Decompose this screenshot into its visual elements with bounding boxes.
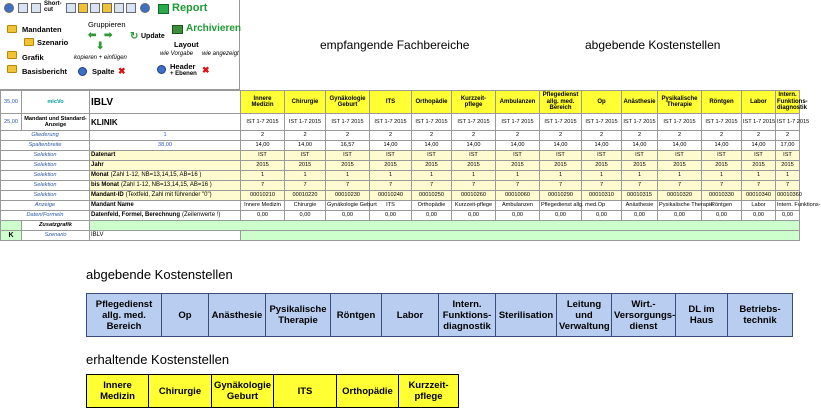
spaltenbreite-caption: Spaltenbreite xyxy=(1,141,90,151)
mname-cell[interactable]: Gynäkologie Geburt xyxy=(326,201,370,211)
szenario-folder-icon xyxy=(24,38,34,46)
gliederung-cell[interactable]: 2 xyxy=(496,131,540,141)
val-cell[interactable]: 0,00 xyxy=(326,211,370,221)
gliederung-cell[interactable]: 2 xyxy=(776,131,800,141)
grafik-folder-icon xyxy=(7,51,17,59)
arrow-left-icon[interactable]: ⬅ xyxy=(88,30,97,41)
gliederung-cell[interactable]: 2 xyxy=(658,131,702,141)
daten-hint: (Zeilenwerte !) xyxy=(182,212,221,218)
column-header[interactable]: Innere Medizin xyxy=(241,91,285,114)
mid-cell[interactable]: 00010230 xyxy=(326,191,370,201)
szenario-value: IBLV xyxy=(90,231,241,241)
row2-num: 25,00 xyxy=(1,114,22,131)
breite-cell[interactable]: 14,00 xyxy=(742,141,776,151)
anzeige-caption: Anzeige xyxy=(1,201,90,211)
grid-row-selektion_datenart xyxy=(1,151,800,161)
datenart-cell[interactable]: IST xyxy=(582,151,622,161)
spalte-delete-icon[interactable]: ✖ xyxy=(118,66,126,76)
mid-cell[interactable]: 00010290 xyxy=(540,191,582,201)
datenart-cell[interactable]: IST xyxy=(622,151,658,161)
jahr-cell[interactable]: 2015 xyxy=(776,161,800,171)
period-cell: IST 1-7 2015 xyxy=(582,114,622,131)
bis-cell[interactable]: 7 xyxy=(326,181,370,191)
mid-cell[interactable]: 00010360 xyxy=(776,191,800,201)
abgebende-item: Pflegedienst allg. med. Bereich xyxy=(87,294,162,337)
grid-row-selektion_jahr xyxy=(1,161,800,171)
report-grid xyxy=(0,90,821,241)
grid-row-spaltenbreite xyxy=(1,141,800,151)
period-cell: IST 1-7 2015 xyxy=(776,114,800,131)
layout-angezeigt-option[interactable]: wie angezeigt xyxy=(202,51,239,57)
control-panel xyxy=(0,0,240,90)
shortcut-icon[interactable] xyxy=(31,3,41,13)
selektion_bis-label xyxy=(90,181,241,191)
mname-cell[interactable]: Intern. Funktions- xyxy=(776,201,800,211)
column-header[interactable]: Ambulanzen xyxy=(496,91,540,114)
bis-cell[interactable]: 7 xyxy=(702,181,742,191)
report-button[interactable]: Report xyxy=(172,2,208,14)
column-header[interactable]: Intern. Funktions-diagnostik xyxy=(776,91,800,114)
szenario-button[interactable]: Szenario xyxy=(37,38,69,47)
grid-row-zusatzgrafik xyxy=(1,221,800,231)
datenart-cell[interactable]: IST xyxy=(742,151,776,161)
mname-cell[interactable]: Labor xyxy=(742,201,776,211)
grid-row-anzeige xyxy=(1,201,800,211)
datenart-cell[interactable]: IST xyxy=(540,151,582,161)
datenart-cell[interactable]: IST xyxy=(496,151,540,161)
bis-cell[interactable]: 7 xyxy=(285,181,326,191)
val-cell[interactable]: 0,00 xyxy=(658,211,702,221)
datenart-cell[interactable]: IST xyxy=(241,151,285,161)
mid-cell[interactable]: 00010340 xyxy=(742,191,776,201)
period-cell: IST 1-7 2015 xyxy=(540,114,582,131)
bis-cell[interactable]: 7 xyxy=(540,181,582,191)
mname-cell[interactable]: Anästhesie xyxy=(622,201,658,211)
gliederung-cell[interactable]: 2 xyxy=(412,131,452,141)
bis-cell[interactable]: 7 xyxy=(412,181,452,191)
mid-cell[interactable]: 00010315 xyxy=(622,191,658,201)
monat-cell[interactable]: 1 xyxy=(326,171,370,181)
selektion_monat-label xyxy=(90,171,241,181)
gliederung-cell[interactable]: 2 xyxy=(742,131,776,141)
layout-vorgabe-option[interactable]: wie Vorgabe xyxy=(160,51,194,57)
row1-name: IBLV xyxy=(90,91,241,114)
gliederung-cell[interactable]: 2 xyxy=(622,131,658,141)
daten-caption: Daten/Formeln xyxy=(1,211,90,221)
monat-cell[interactable]: 1 xyxy=(540,171,582,181)
jahr-cell[interactable]: 2015 xyxy=(412,161,452,171)
row1-code: micVo xyxy=(22,91,90,114)
period-cell: IST 1-7 2015 xyxy=(285,114,326,131)
mname-cell[interactable]: Orthopädie xyxy=(412,201,452,211)
selektion_datenart-label xyxy=(90,151,241,161)
monat-cell[interactable]: 1 xyxy=(241,171,285,181)
monat-cell[interactable]: 1 xyxy=(370,171,412,181)
column-header[interactable]: Chirurgie xyxy=(285,91,326,114)
mname-cell[interactable]: ITS xyxy=(370,201,412,211)
breite-cell[interactable]: 14,00 xyxy=(702,141,742,151)
gliederung-cell[interactable]: 2 xyxy=(326,131,370,141)
refresh-icon[interactable] xyxy=(4,3,14,13)
abgebende-item: Wirt.-Versorgungs-dienst xyxy=(612,294,676,337)
toolbar-icon-5[interactable] xyxy=(114,3,124,13)
breite-cell[interactable]: 14,00 xyxy=(540,141,582,151)
header-delete-icon[interactable]: ✖ xyxy=(202,65,210,75)
abgebende-title: abgebende Kostenstellen xyxy=(86,267,233,282)
kopieren-label[interactable]: kopieren + einfügen xyxy=(74,55,127,61)
breite-cell[interactable]: 14,00 xyxy=(370,141,412,151)
selektion_mandant-label-text: Mandant-ID xyxy=(91,192,124,198)
bis-cell[interactable]: 7 xyxy=(452,181,496,191)
jahr-cell[interactable]: 2015 xyxy=(285,161,326,171)
mname-cell[interactable]: Ambulanzen xyxy=(496,201,540,211)
datenart-cell[interactable]: IST xyxy=(658,151,702,161)
abgebende-item: Betriebs-technik xyxy=(728,294,793,337)
row2-label: Mandant und Standard-Anzeige xyxy=(22,114,90,131)
bis-cell[interactable]: 7 xyxy=(742,181,776,191)
toolbar-icon-4[interactable] xyxy=(102,3,112,13)
basisbericht-folder-icon xyxy=(7,65,17,73)
column-header[interactable]: Orthopädie xyxy=(412,91,452,114)
grid-period-row xyxy=(1,114,800,131)
monat-cell[interactable]: 1 xyxy=(658,171,702,181)
column-header[interactable]: Röntgen xyxy=(702,91,742,114)
breite-cell[interactable]: 14,00 xyxy=(412,141,452,151)
mname-cell[interactable]: Op xyxy=(582,201,622,211)
monat-cell[interactable]: 1 xyxy=(776,171,800,181)
period-cell: IST 1-7 2015 xyxy=(326,114,370,131)
selektion_mandant-caption: Selektion xyxy=(1,191,90,201)
breite-cell[interactable]: 14,00 xyxy=(496,141,540,151)
monat-cell[interactable]: 1 xyxy=(622,171,658,181)
period-cell: IST 1-7 2015 xyxy=(412,114,452,131)
erhaltende-title: erhaltende Kostenstellen xyxy=(86,352,230,367)
toolbar-icon-1[interactable] xyxy=(66,3,76,13)
gliederung-cell[interactable]: 2 xyxy=(540,131,582,141)
mid-cell[interactable]: 00010210 xyxy=(241,191,285,201)
layout-label: Layout xyxy=(174,40,199,49)
datenart-cell[interactable]: IST xyxy=(702,151,742,161)
period-cell: IST 1-7 2015 xyxy=(452,114,496,131)
grid-row-gliederung xyxy=(1,131,800,141)
anzeige-label-text: Mandant Name xyxy=(91,202,134,208)
gliederung-cell[interactable]: 2 xyxy=(702,131,742,141)
mandanten-folder-icon xyxy=(7,25,17,33)
spalte-button[interactable]: Spalte xyxy=(92,67,115,76)
arrow-right-icon[interactable]: ➡ xyxy=(104,30,113,41)
szenario-caption: Szenario xyxy=(22,231,90,241)
bis-cell[interactable]: 7 xyxy=(776,181,800,191)
toolbar-icon-2[interactable] xyxy=(78,3,88,13)
abgebende-item: Pysikalische Therapie xyxy=(266,294,331,337)
mname-cell[interactable]: Innere Medizin xyxy=(241,201,285,211)
column-header[interactable]: Kurzzeit-pflege xyxy=(452,91,496,114)
val-cell[interactable]: 0,00 xyxy=(452,211,496,221)
monat-cell[interactable]: 1 xyxy=(702,171,742,181)
settings-icon[interactable] xyxy=(18,3,28,13)
basisbericht-button[interactable]: Basisbericht xyxy=(22,67,68,76)
val-cell[interactable]: 0,00 xyxy=(540,211,582,221)
selektion_datenart-caption: Selektion xyxy=(1,151,90,161)
archive-icon[interactable] xyxy=(172,25,183,34)
abgebende-item: DL im Haus xyxy=(676,294,728,337)
period-cell: IST 1-7 2015 xyxy=(622,114,658,131)
selektion_mandant-label xyxy=(90,191,241,201)
toolbar-icon-7[interactable] xyxy=(140,3,150,13)
shortcut-label[interactable]: Short- cut xyxy=(44,1,62,13)
erhaltende-item: Gynäkologie Geburt xyxy=(212,375,274,408)
mid-cell[interactable]: 00010310 xyxy=(582,191,622,201)
datenart-cell[interactable]: IST xyxy=(776,151,800,161)
bis-cell[interactable]: 7 xyxy=(582,181,622,191)
abgebende-item: Op xyxy=(162,294,209,337)
period-cell: IST 1-7 2015 xyxy=(241,114,285,131)
gliederung-cell[interactable]: 2 xyxy=(241,131,285,141)
bis-cell[interactable]: 7 xyxy=(658,181,702,191)
column-header[interactable]: Pysikalische Therapie xyxy=(658,91,702,114)
grid-row-selektion_mandant xyxy=(1,191,800,201)
selektion_jahr-caption: Selektion xyxy=(1,161,90,171)
grid-header-row xyxy=(1,91,800,114)
gliederung-cell[interactable]: 2 xyxy=(370,131,412,141)
period-cell: IST 1-7 2015 xyxy=(496,114,540,131)
breite-cell[interactable]: 14,00 xyxy=(452,141,496,151)
header-sub-label: + Ebenen xyxy=(170,71,197,77)
period-cell: IST 1-7 2015 xyxy=(370,114,412,131)
datenart-cell[interactable]: IST xyxy=(285,151,326,161)
grid-row-szenario xyxy=(1,231,800,241)
header-icon[interactable] xyxy=(157,65,166,74)
report-icon[interactable] xyxy=(158,4,169,14)
mandanten-button[interactable]: Mandanten xyxy=(22,25,62,34)
jahr-cell[interactable]: 2015 xyxy=(452,161,496,171)
period-cell: IST 1-7 2015 xyxy=(702,114,742,131)
column-header[interactable]: ITS xyxy=(370,91,412,114)
column-header[interactable]: Labor xyxy=(742,91,776,114)
szenario-k: K xyxy=(1,231,22,241)
mname-cell[interactable]: Kurzzeit-pflege xyxy=(452,201,496,211)
abgebende-item: Intern. Funktions-diagnostik xyxy=(439,294,496,337)
anzeige-label xyxy=(90,201,241,211)
toolbar-icon-3[interactable] xyxy=(90,3,100,13)
grafik-button[interactable]: Grafik xyxy=(22,53,44,62)
period-cell: IST 1-7 2015 xyxy=(742,114,776,131)
period-cell: IST 1-7 2015 xyxy=(658,114,702,131)
breite-cell[interactable]: 14,00 xyxy=(582,141,622,151)
selektion_datenart-label-text: Datenart xyxy=(91,152,116,158)
val-cell[interactable]: 0,00 xyxy=(582,211,622,221)
gliederung-cell[interactable]: 2 xyxy=(582,131,622,141)
mid-cell[interactable]: 00010220 xyxy=(285,191,326,201)
val-cell[interactable]: 0,00 xyxy=(241,211,285,221)
datenart-cell[interactable]: IST xyxy=(452,151,496,161)
bis-cell[interactable]: 7 xyxy=(622,181,658,191)
val-cell[interactable]: 0,00 xyxy=(285,211,326,221)
abgebende-item: Röntgen xyxy=(331,294,382,337)
datenart-cell[interactable]: IST xyxy=(412,151,452,161)
grid-row-selektion_bis xyxy=(1,181,800,191)
jahr-cell[interactable]: 2015 xyxy=(582,161,622,171)
val-cell[interactable]: 0,00 xyxy=(622,211,658,221)
erhaltende-item: Kurzzeit-pflege xyxy=(399,375,459,408)
daten-label xyxy=(90,211,241,221)
erhaltende-item: Innere Medizin xyxy=(87,375,149,408)
jahr-cell[interactable]: 2015 xyxy=(496,161,540,171)
header-button[interactable]: Header xyxy=(170,62,196,71)
mname-cell[interactable]: Pflegedienst allg. med. xyxy=(540,201,582,211)
abgebende-table xyxy=(86,293,793,337)
spaltenbreite-label: 38,00 xyxy=(90,141,241,151)
column-header[interactable]: Anästhesie xyxy=(622,91,658,114)
breite-cell[interactable]: 16,57 xyxy=(326,141,370,151)
column-header[interactable]: Pflegedienst allg. med. Bereich xyxy=(540,91,582,114)
jahr-cell[interactable]: 2015 xyxy=(540,161,582,171)
selektion_monat-label-text: Monat xyxy=(91,172,109,178)
monat-cell[interactable]: 1 xyxy=(496,171,540,181)
monat-cell[interactable]: 1 xyxy=(742,171,776,181)
mname-cell[interactable]: Chirurgie xyxy=(285,201,326,211)
mid-cell[interactable]: 00010060 xyxy=(496,191,540,201)
update-button[interactable]: Update xyxy=(141,33,165,40)
jahr-cell[interactable]: 2015 xyxy=(742,161,776,171)
erhaltende-table xyxy=(86,374,459,408)
selektion_jahr-label-text: Jahr xyxy=(91,162,104,168)
daten-label-text: Datenfeld, Formel, Berechnung xyxy=(91,212,181,218)
jahr-cell[interactable]: 2015 xyxy=(622,161,658,171)
row1-num: 35,00 xyxy=(1,91,22,114)
abgebende-item: Leitung und Verwaltung xyxy=(557,294,612,337)
jahr-cell[interactable]: 2015 xyxy=(658,161,702,171)
val-cell[interactable]: 0,00 xyxy=(412,211,452,221)
datenart-cell[interactable]: IST xyxy=(370,151,412,161)
gliederung-cell[interactable]: 2 xyxy=(452,131,496,141)
heading-abgebende: abgebende Kostenstellen xyxy=(585,38,721,52)
mid-cell[interactable]: 00010240 xyxy=(370,191,412,201)
mname-cell[interactable]: Pysikalische Therapie xyxy=(658,201,702,211)
mid-cell[interactable]: 00010250 xyxy=(412,191,452,201)
spalte-icon[interactable] xyxy=(78,67,87,76)
update-icon[interactable]: ↻ xyxy=(130,31,139,42)
selektion_monat-caption: Selektion xyxy=(1,171,90,181)
mname-cell[interactable]: Röntgen xyxy=(702,201,742,211)
gruppieren-label: Gruppieren xyxy=(88,20,126,29)
datenart-cell[interactable]: IST xyxy=(326,151,370,161)
breite-cell[interactable]: 17,00 xyxy=(776,141,800,151)
gliederung-label: 1 xyxy=(90,131,241,141)
erhaltende-item: Chirurgie xyxy=(149,375,212,408)
val-cell[interactable]: 0,00 xyxy=(496,211,540,221)
gliederung-caption: Gliederung xyxy=(1,131,90,141)
abgebende-item: Anästhesie xyxy=(209,294,266,337)
szenario-fill xyxy=(241,231,800,241)
bis-cell[interactable]: 7 xyxy=(496,181,540,191)
arrow-down-icon[interactable]: ⬇ xyxy=(96,41,105,52)
val-cell[interactable]: 0,00 xyxy=(702,211,742,221)
zusatz-spacer xyxy=(1,221,22,231)
selektion_bis-label-text: bis Monat xyxy=(91,182,119,188)
breite-cell[interactable]: 14,00 xyxy=(241,141,285,151)
selektion_jahr-label xyxy=(90,161,241,171)
selektion_bis-caption: Selektion xyxy=(1,181,90,191)
jahr-cell[interactable]: 2015 xyxy=(241,161,285,171)
grid-row-daten xyxy=(1,211,800,221)
jahr-cell[interactable]: 2015 xyxy=(702,161,742,171)
erhaltende-item: Orthopädie xyxy=(337,375,399,408)
column-header[interactable]: Gynäkologie Geburt xyxy=(326,91,370,114)
mid-cell[interactable]: 00010320 xyxy=(658,191,702,201)
erhaltende-item: ITS xyxy=(274,375,337,408)
abgebende-item: Labor xyxy=(382,294,439,337)
bis-cell[interactable]: 7 xyxy=(241,181,285,191)
selektion_mandant-hint: (Textfeld, Zahl mit führender "0") xyxy=(125,192,212,198)
zusatzgrafik-label: Zusatzgrafik xyxy=(22,221,90,231)
breite-cell[interactable]: 14,00 xyxy=(285,141,326,151)
val-cell[interactable]: 0,00 xyxy=(742,211,776,221)
monat-cell[interactable]: 1 xyxy=(285,171,326,181)
monat-cell[interactable]: 1 xyxy=(452,171,496,181)
zusatz-fill xyxy=(90,221,800,231)
archivieren-button[interactable]: Archivieren xyxy=(186,23,242,34)
gliederung-cell[interactable]: 2 xyxy=(285,131,326,141)
jahr-cell[interactable]: 2015 xyxy=(370,161,412,171)
heading-empfangende: empfangende Fachbereiche xyxy=(320,38,470,52)
val-cell[interactable]: 0,00 xyxy=(776,211,800,221)
toolbar-icon-6[interactable] xyxy=(126,3,136,13)
jahr-cell[interactable]: 2015 xyxy=(326,161,370,171)
grid-row-selektion_monat xyxy=(1,171,800,181)
bis-cell[interactable]: 7 xyxy=(370,181,412,191)
abgebende-item: Sterilisation xyxy=(496,294,557,337)
monat-cell[interactable]: 1 xyxy=(412,171,452,181)
row2-name: KLINIK xyxy=(90,114,241,131)
breite-cell[interactable]: 14,00 xyxy=(622,141,658,151)
selektion_bis-hint: (Zahl 1-12, NB=13,14,15, AB=16 ) xyxy=(121,182,212,188)
mid-cell[interactable]: 00010330 xyxy=(702,191,742,201)
monat-cell[interactable]: 1 xyxy=(582,171,622,181)
column-header[interactable]: Op xyxy=(582,91,622,114)
mid-cell[interactable]: 00010260 xyxy=(452,191,496,201)
selektion_monat-hint: (Zahl 1-12, NB=13,14,15, AB=16 ) xyxy=(110,172,202,178)
val-cell[interactable]: 0,00 xyxy=(370,211,412,221)
breite-cell[interactable]: 14,00 xyxy=(658,141,702,151)
